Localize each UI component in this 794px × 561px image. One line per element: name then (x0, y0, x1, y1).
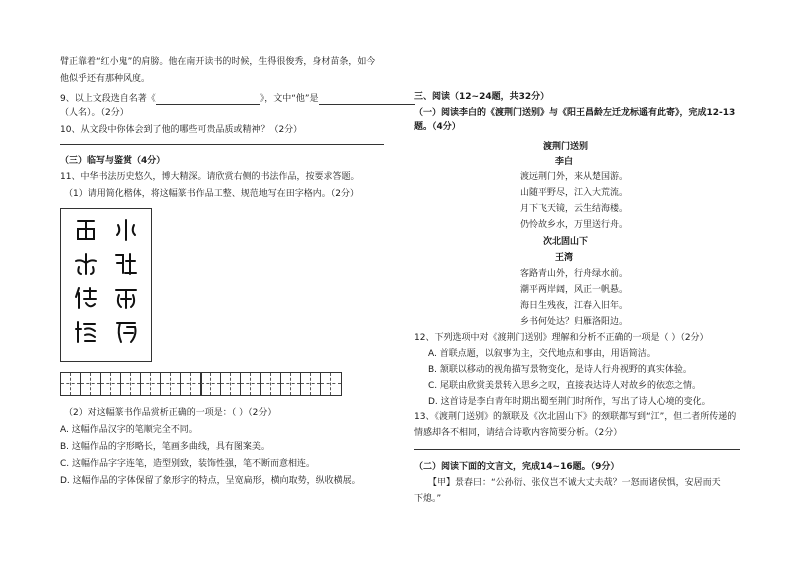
q9-book-blank[interactable] (156, 104, 260, 105)
poem-1-title: 渡荆门送别 (543, 142, 589, 152)
option-c: C. 这幅作品字字连笔，造型别致，装饰性强，笔不断而意相连。 (60, 459, 316, 469)
option-a: A. 这幅作品汉字的笔顺完全不同。 (60, 425, 198, 435)
grid-cell[interactable] (81, 373, 101, 395)
seal-glyph (73, 319, 99, 345)
grid-cell[interactable] (61, 373, 81, 395)
grid-cell[interactable] (121, 373, 141, 395)
q12-option-c: C. 尾联由欣赏美景转入思乡之叹，直接表达诗人对故乡的依恋之情。 (428, 381, 702, 391)
grid-cell[interactable] (101, 373, 121, 395)
q12-option-a: A. 首联点题，以叙事为主，交代地点和事由，用语简洁。 (428, 349, 656, 359)
poem-1-line: 月下飞天镜，云生结海楼。 (520, 204, 629, 214)
question-11-2: （2）对这幅篆书作品赏析正确的一项是：（ ）（2分） (64, 408, 277, 418)
tianzige-grid-2[interactable] (200, 372, 342, 396)
poem-1-author: 李白 (555, 157, 574, 167)
seal-glyph (113, 217, 139, 243)
seal-glyph (113, 319, 139, 345)
answer-line-13[interactable] (414, 449, 740, 450)
seal-glyph (113, 285, 139, 311)
grid-cell[interactable] (321, 373, 341, 395)
poem-2-title: 次北固山下 (543, 237, 589, 247)
grid-cell[interactable] (141, 373, 161, 395)
passage-line-1: 臂正靠着“红小鬼”的肩膀。他在南开读书的时候，生得很俊秀，身材苗条，如今 (60, 57, 376, 67)
grid-cell[interactable] (241, 373, 261, 395)
subsection-1-title-cont: 题。（4分） (414, 122, 461, 132)
option-d: D. 这幅作品的字体保留了象形字的特点，呈宽扁形，横向取势，纵收横展。 (60, 476, 361, 486)
classical-text-line-1: 【甲】景春曰：“公孙衍、张仪岂不诚大丈夫哉？一怒而诸侯惧，安居而天 (428, 478, 721, 488)
seal-script-calligraphy (60, 208, 152, 362)
q12-option-d: D. 这首诗是李白青年时期出蜀至荆门时所作，写出了诗人心境的变化。 (428, 397, 711, 407)
poem-2-line: 潮平两岸阔，风正一帆悬。 (520, 285, 629, 295)
grid-cell[interactable] (161, 373, 181, 395)
poem-2-line: 客路青山外，行舟绿水前。 (520, 269, 629, 279)
grid-cell[interactable] (281, 373, 301, 395)
question-13-line-2: 情感却各不相同，请结合诗歌内容简要分析。（2分） (414, 428, 623, 438)
question-10: 10、从文段中你体会到了他的哪些可贵品质或精神？（2分） (60, 125, 303, 135)
grid-cell[interactable] (221, 373, 241, 395)
seal-glyph (73, 217, 99, 243)
passage-line-2: 他似乎还有那种风度。 (60, 74, 151, 84)
seal-glyph (73, 251, 99, 277)
poem-1-line: 山随平野尽，江入大荒流。 (520, 188, 629, 198)
grid-cell[interactable] (201, 373, 221, 395)
poem-2-line: 海日生残夜，江春入旧年。 (520, 301, 629, 311)
seal-glyph (73, 285, 99, 311)
question-11-1: （1）请用简化楷体，将这幅篆书作品工整、规范地写在田字格内。（2分） (64, 189, 359, 199)
grid-cell[interactable] (261, 373, 281, 395)
part-3-title: 三、阅读（12~24题，共32分） (414, 92, 550, 102)
poem-1-line: 渡远荆门外，来从楚国游。 (520, 172, 629, 182)
poem-2-line: 乡书何处达？归雁洛阳边。 (520, 317, 629, 327)
question-9 (60, 93, 415, 105)
option-b: B. 这幅作品的字形略长，笔画多曲线，具有图案美。 (60, 442, 270, 452)
question-12: 12、下列选项中对《渡荆门送别》理解和分析不正确的一项是（ ）（2分） (414, 333, 709, 343)
poem-2-author: 王湾 (555, 253, 574, 263)
answer-line-10[interactable] (60, 144, 384, 145)
section-3-title: （三）临写与鉴赏（4分） (60, 156, 166, 166)
question-11: 11、中华书法历史悠久，博大精深。请欣赏右侧的书法作品，按要求答题。 (60, 172, 360, 182)
grid-cell[interactable] (301, 373, 321, 395)
q9-tail: （人名）。（2分） (60, 108, 129, 118)
q9-text-a: 9、以上文段选自名著《 (60, 94, 156, 104)
poem-1-line: 仍怜故乡水，万里送行舟。 (520, 220, 629, 230)
subsection-2-title: （二）阅读下面的文言文，完成14~16题。（9分） (414, 462, 620, 472)
seal-glyph (113, 251, 139, 277)
q9-person-blank[interactable] (319, 104, 415, 105)
q9-text-b: 》，文中“他”是 (259, 94, 319, 104)
tianzige-grid-1[interactable] (60, 372, 202, 396)
subsection-1-title: （一）阅读李白的《渡荆门送别》与《阳王昌龄左迁龙标遥有此寄》，完成12-13 (414, 108, 736, 118)
classical-text-line-2: 下熄。” (414, 494, 442, 504)
question-13-line-1: 13、《渡荆门送别》的颔联及《次北固山下》的颈联都写到“江”，但二者所传递的 (414, 412, 737, 422)
q12-option-b: B. 颔联以移动的视角描写景物变化，是诗人行舟视野的真实体验。 (428, 365, 692, 375)
grid-cell[interactable] (181, 373, 201, 395)
